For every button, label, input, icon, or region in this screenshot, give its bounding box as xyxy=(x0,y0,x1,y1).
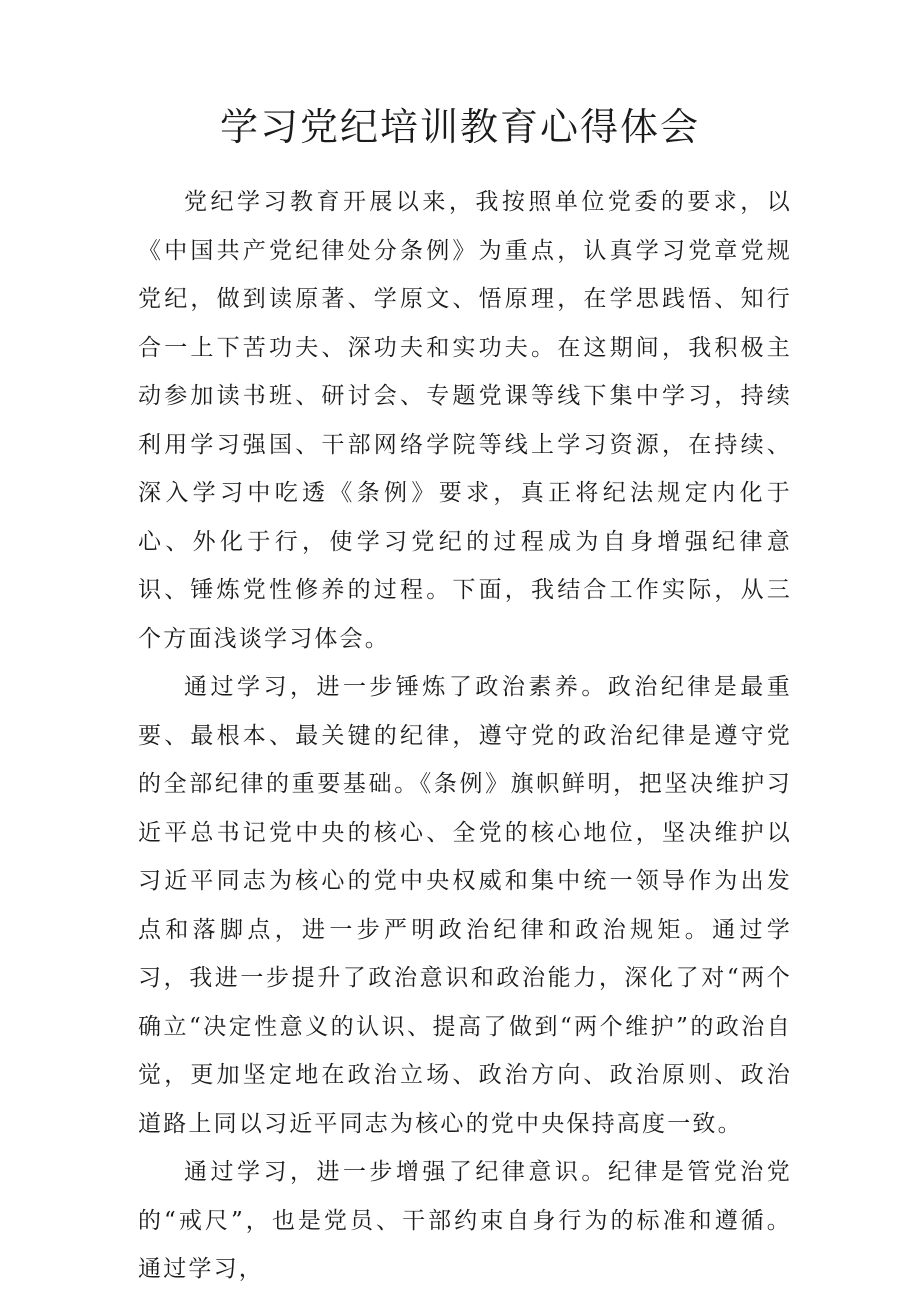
document-body xyxy=(138,178,792,1294)
document-title: 学习党纪培训教育心得体会 xyxy=(219,105,700,149)
paragraph-political-literacy: 通过学习，进一步锤炼了政治素养。政治纪律是最重要、最根本、最关键的纪律，遵守党的政治纪律是遵守党的全部纪律的重要基础。《条例》旗帜鲜明，把坚决维护习近平总书记党中央的核心、全党的核心地位，坚决维护以习近平同志为核心的党中央权威和集中统一领导作为出发点和落脚点，进一步严明政治纪律和政治规矩。通过学习，我进一步提升了政治意识和政治能力，深化了对“两个确立“决定性意义的认识、提高了做到“两个维护”的政治自觉，更加坚定地在政治立场、政治方向、政治原则、政治道路上同以习近平同志为核心的党中央保持高度一致。 xyxy=(138,674,792,1137)
paragraph-discipline-awareness: 通过学习，进一步增强了纪律意识。纪律是管党治党的“戒尺”，也是党员、干部约束自身行为的标准和遵循。通过学习， xyxy=(138,1159,792,1282)
paragraph-intro: 党纪学习教育开展以来，我按照单位党委的要求，以《中国共产党纪律处分条例》为重点，认真学习党章党规党纪，做到读原著、学原文、悟原理，在学思践悟、知行合一上下苦功夫、深功夫和实功夫。在这期间，我积极主动参加读书班、研讨会、专题党课等线下集中学习，持续利用学习强国、干部网络学院等线上学习资源，在持续、深入学习中吃透《条例》要求，真正将纪法规定内化于心、外化于行，使学习党纪的过程成为自身增强纪律意识、锤炼党性修养的过程。下面，我结合工作实际，从三个方面浅谈学习体会。 xyxy=(138,189,792,652)
